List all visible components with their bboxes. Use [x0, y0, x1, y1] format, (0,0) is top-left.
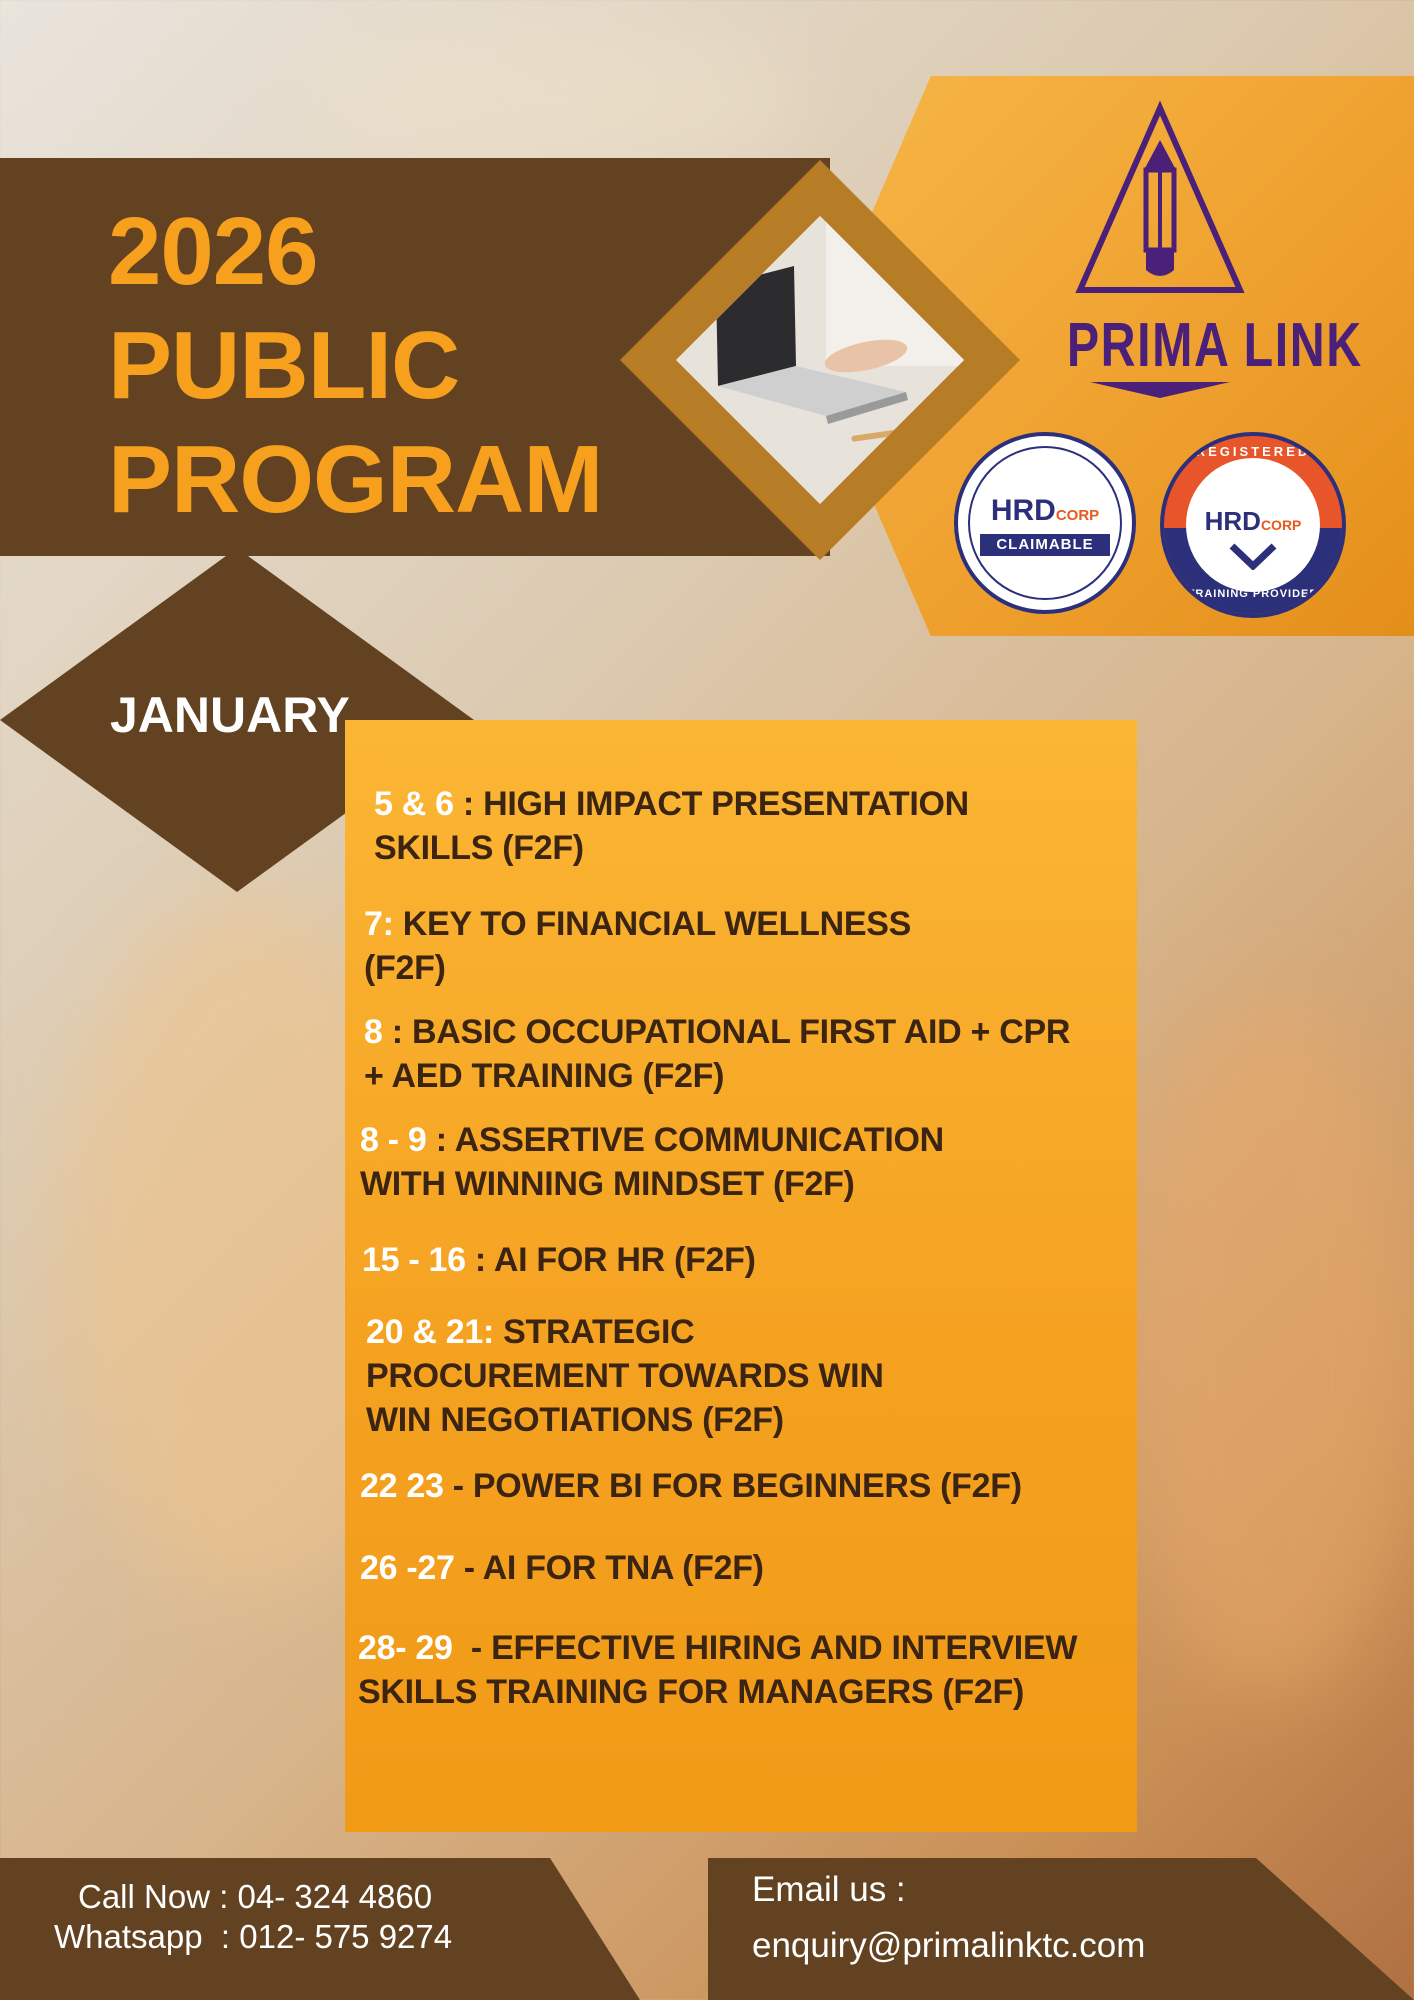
checkmark-icon	[1228, 540, 1278, 570]
program-item: 8 - 9 : ASSERTIVE COMMUNICATION WITH WINNING MINDSET (F2F)	[360, 1121, 944, 1203]
program-item: 22 23 - POWER BI FOR BEGINNERS (F2F)	[360, 1467, 1022, 1505]
call-number[interactable]: Call Now : 04- 324 4860	[78, 1878, 433, 1915]
program-item: 26 -27 - AI FOR TNA (F2F)	[360, 1549, 764, 1587]
title-program: PROGRAM	[108, 426, 603, 533]
badge-label: CLAIMABLE	[980, 534, 1110, 556]
badge-brand: HRDCORP	[1204, 506, 1302, 536]
badge-top-text: REGISTERED	[1195, 444, 1311, 459]
title-public: PUBLIC	[108, 312, 460, 419]
email-label: Email us :	[752, 1870, 906, 1909]
program-item: 28- 29 - EFFECTIVE HIRING AND INTERVIEW SKILLS TRAINING FOR MANAGERS (F2F)	[358, 1629, 1078, 1711]
program-item: 15 - 16 : AI FOR HR (F2F)	[362, 1241, 756, 1279]
hrdcorp-claimable-badge	[954, 432, 1136, 614]
badge-bottom-text: TRAINING PROVIDER	[1187, 588, 1319, 600]
hrdcorp-registered-badge	[1160, 432, 1346, 618]
background-blur	[1120, 1000, 1414, 1700]
program-item: 20 & 21: STRATEGIC PROCUREMENT TOWARDS WIN WIN NEGOTIATIONS (F2F)	[366, 1313, 884, 1439]
program-item: 8 : BASIC OCCUPATIONAL FIRST AID + CPR + AED TRAINING (F2F)	[364, 1013, 1071, 1095]
title-year: 2026	[108, 198, 318, 305]
background-blur	[300, 20, 800, 180]
program-item: 7: KEY TO FINANCIAL WELLNESS (F2F)	[364, 905, 912, 987]
email-address[interactable]: enquiry@primalinktc.com	[752, 1926, 1146, 1965]
program-item: 5 & 6 : HIGH IMPACT PRESENTATION SKILLS (F2F)	[374, 785, 969, 867]
month-label: JANUARY	[110, 687, 350, 743]
badge-brand: HRDCORP	[990, 494, 1100, 527]
brand-name: PRIMA LINK	[1066, 311, 1363, 380]
whatsapp-number[interactable]: Whatsapp : 012- 575 9274	[54, 1918, 453, 1955]
